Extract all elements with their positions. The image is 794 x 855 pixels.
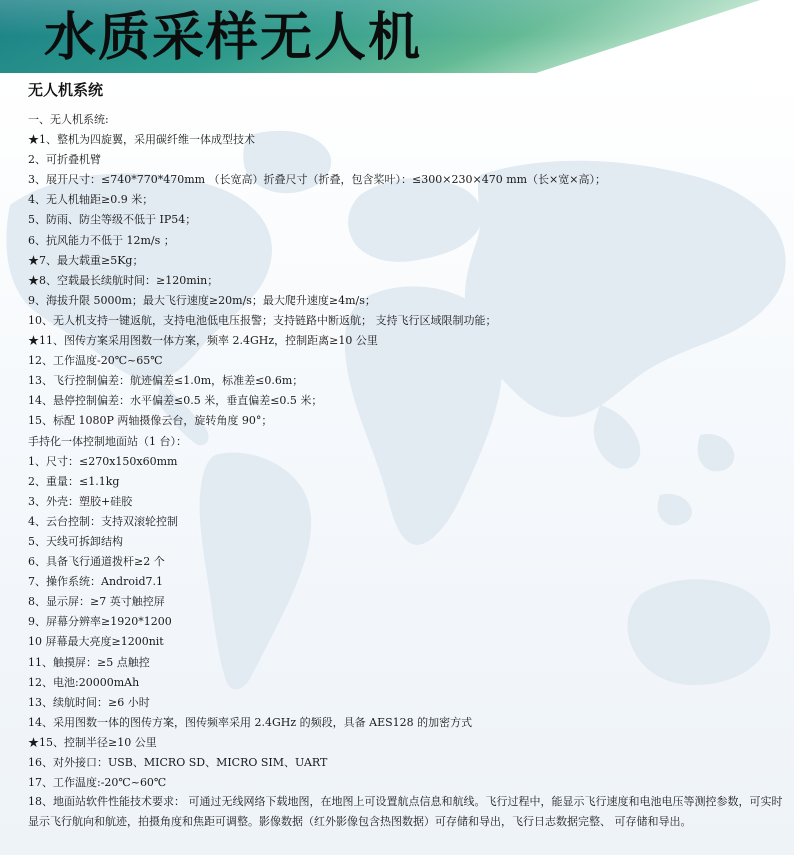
spec-line: 手持化一体控制地面站（1 台）： — [28, 434, 187, 448]
spec-line: 16、对外接口：USB、MICRO SD、MICRO SIM、UART — [28, 756, 328, 769]
spec-line: ★1、整机为四旋翼，采用碳纤维一体成型技术 — [28, 133, 255, 147]
spec-line: ★7、最大载重≥5Kg； — [28, 253, 144, 267]
spec-line: 7、操作系统：Android7.1 — [28, 575, 164, 589]
spec-line: 17、工作温度:-20℃~60℃ — [28, 776, 167, 790]
spec-line: 4、云台控制：支持双滚轮控制 — [28, 514, 178, 528]
spec-list — [28, 110, 780, 793]
spec-line: ★11、图传方案采用图数一体方案，频率 2.4GHz，控制距离≥10 公里 — [28, 334, 378, 348]
spec-line: 14、采用图数一体的图传方案，图传频率采用 2.4GHz 的频段，具备 AES128 的加密方式 — [28, 715, 473, 729]
spec-line: 2、可折叠机臂 — [28, 153, 101, 167]
spec-line: 一、无人机系统: — [28, 113, 109, 126]
spec-line: 9、屏幕分辨率≥1920*1200 — [28, 615, 172, 629]
spec-line: 6、具备飞行通道拨杆≥2 个 — [28, 555, 165, 569]
spec-line: 1、尺寸：≤270x150x60mm — [28, 454, 178, 468]
spec-line: 8、显示屏：≥7 英寸触控屏 — [28, 595, 165, 609]
spec-line: 5、防雨、防尘等级不低于 IP54； — [28, 213, 197, 227]
spec-line: ★8、空载最长续航时间：≥120min； — [28, 273, 219, 287]
spec-line: 3、外壳：塑胶+硅胶 — [28, 494, 133, 508]
spec-line: 10 屏幕最大亮度≥1200nit — [28, 635, 164, 649]
section-heading: 无人机系统 — [28, 81, 104, 99]
spec-line: 14、悬停控制偏差：水平偏差≤0.5 米，垂直偏差≤0.5 米； — [28, 394, 323, 408]
spec-line: 9、海拔升限 5000m；最大飞行速度≥20m/s；最大爬升速度≥4m/s； — [28, 293, 376, 307]
spec-line: 5、天线可拆卸结构 — [28, 534, 123, 548]
spec-line: 4、无人机轴距≥0.9 米； — [28, 193, 154, 207]
spec-line: ★15、控制半径≥10 公里 — [28, 735, 157, 749]
header-banner — [0, 0, 794, 75]
spec-line: 13、续航时间：≥6 小时 — [28, 695, 150, 709]
spec-line: 15、标配 1080P 两轴摄像云台，旋转角度 90°； — [28, 414, 273, 428]
spec-line: 11、触摸屏：≥5 点触控 — [28, 655, 150, 669]
spec-line: 10、无人机支持一键返航，支持电池低电压报警；支持链路中断返航； 支持飞行区域限制功能； — [28, 313, 497, 327]
page-title: 水质采样无人机 — [44, 7, 423, 68]
spec-line: 12、工作温度-20℃~65℃ — [28, 354, 163, 368]
spec-line: 13、飞行控制偏差：航迹偏差≤1.0m，标准差≤0.6m； — [28, 374, 304, 388]
spec-line: 6、抗风能力不低于 12m/s ； — [28, 233, 175, 247]
spec-line: 3、展开尺寸：≤740*770*470mm （长宽高）折叠尺寸（折叠，包含桨叶）：≤300×230×470 mm（长×宽×高）； — [28, 173, 606, 187]
ground-station-software-spec: 18、地面站软件性能技术要求： 可通过无线网络下载地图，在地图上可设置航点信息和航线。飞行过程中，能显示飞行速度和电池电压等测控参数，可实时显示飞行航向和航迹，拍摄角度和焦距可调整。影像数据（红外影像包含热图数据）可存储和导出，飞行日志数据完整、 可存储和导出。 — [28, 795, 783, 829]
spec-line: 2、重量：≤1.1kg — [28, 474, 120, 488]
spec-line: 12、电池:20000mAh — [28, 675, 140, 689]
